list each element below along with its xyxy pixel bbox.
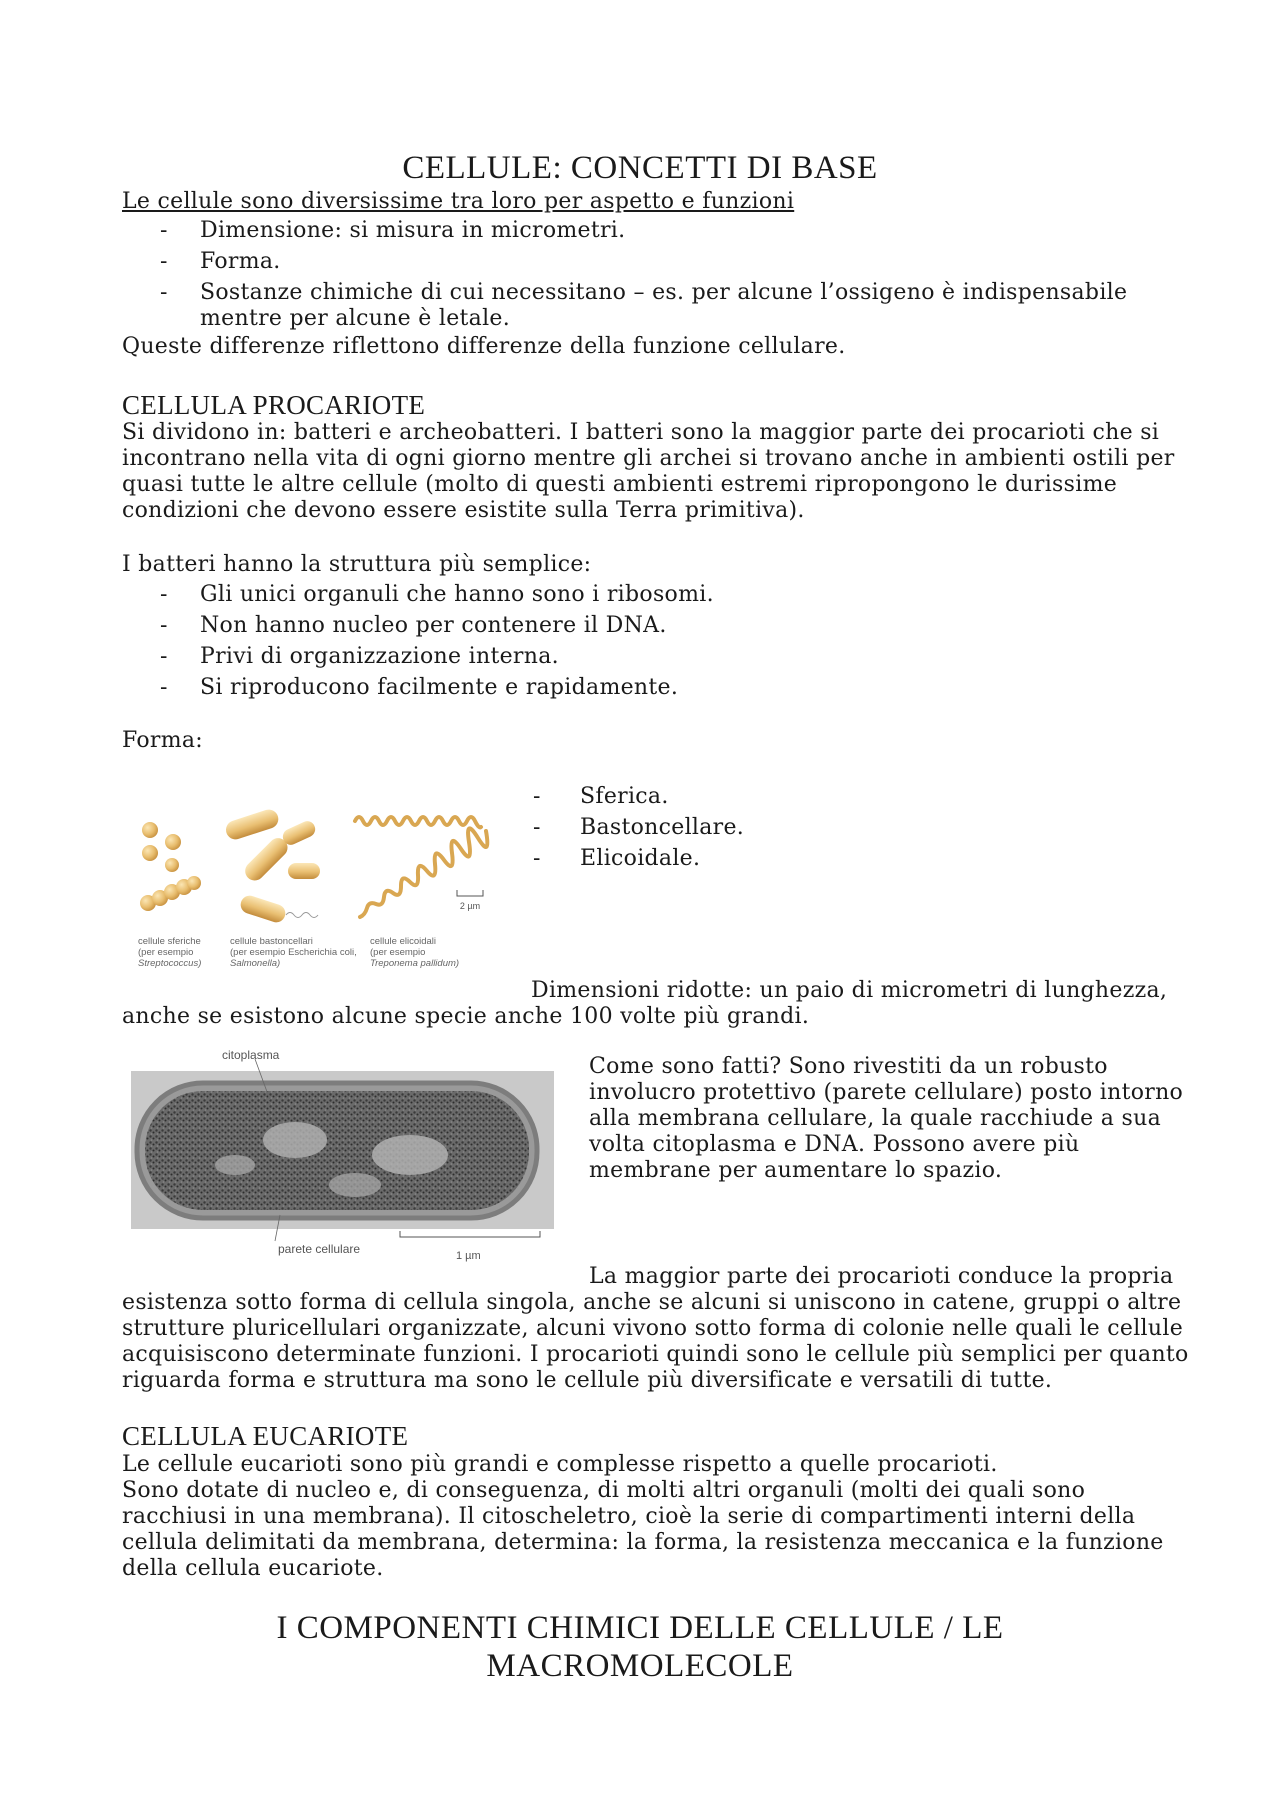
spherical-cells xyxy=(140,822,201,911)
structure-line: involucro protettivo (parete cellulare) posto intorno xyxy=(589,1080,1184,1105)
intro-conclusion: Queste differenze riflettono differenze della funzione cellulare. xyxy=(122,334,846,359)
caption-line: (per esempio xyxy=(370,947,426,958)
scale-label: 1 µm xyxy=(456,1250,481,1262)
section-title-line: I COMPONENTI CHIMICI DELLE CELLULE / LE xyxy=(276,1610,1004,1646)
figure-caption-spiral xyxy=(370,936,459,969)
structure-bullet: Non hanno nucleo per contenere il DNA. xyxy=(200,613,667,638)
eukaryote-line: Le cellule eucarioti sono più grandi e complesse rispetto a quelle procarioti. xyxy=(122,1452,998,1477)
caption-line: Streptococcus) xyxy=(138,958,202,969)
bullet-dash: - xyxy=(160,218,168,243)
label-cell-wall: parete cellulare xyxy=(278,1242,361,1256)
existence-line: La maggior parte dei procarioti conduce la propria xyxy=(589,1264,1174,1289)
paragraph-line: Si dividono in: batteri e archeobatteri. I batteri sono la maggior parte dei procarioti che si xyxy=(122,420,1160,445)
intro-bullet: Dimensione: si misura in micrometri. xyxy=(200,218,626,243)
intro-underlined: Le cellule sono diversissime tra loro per aspetto e funzioni xyxy=(122,189,795,214)
eukaryote-line: cellula delimitati da membrana, determina: la forma, la resistenza meccanica e la funzione xyxy=(122,1530,1164,1555)
figure-caption-rod xyxy=(230,936,357,969)
paragraph-line: incontrano nella vita di ogni giorno mentre gli archei si trovano anche in ambienti ostili per xyxy=(122,446,1175,471)
bullet-dash: - xyxy=(160,644,168,669)
caption-line: cellule elicoidali xyxy=(370,936,437,947)
structure-line: volta citoplasma e DNA. Possono avere più xyxy=(589,1132,1080,1157)
forma-label: Forma: xyxy=(122,728,204,753)
label-cytoplasm: citoplasma xyxy=(222,1048,280,1062)
bullet-dash: - xyxy=(533,846,541,871)
structure-line: membrane per aumentare lo spazio. xyxy=(589,1158,1003,1183)
caption-line: Treponema pallidum) xyxy=(370,958,460,969)
eukaryote-line: della cellula eucariote. xyxy=(122,1556,384,1581)
scale-bar xyxy=(400,1231,540,1237)
structure-bullet: Privi di organizzazione interna. xyxy=(200,644,559,669)
intro-bullet: Forma. xyxy=(200,249,281,274)
bullet-dash: - xyxy=(160,249,168,274)
paragraph-line: quasi tutte le altre cellule (molto di questi ambienti estremi ripropongono le durissime xyxy=(122,472,1118,497)
eukaryote-line: Sono dotate di nucleo e, di conseguenza, di molti altri organuli (molti dei quali sono xyxy=(122,1478,1086,1503)
structure-bullet: Gli unici organuli che hanno sono i ribosomi. xyxy=(200,582,714,607)
existence-line: riguarda forma e struttura ma sono le cellule più diversificate e versatili di tutte. xyxy=(122,1368,1053,1393)
existence-line: strutture pluricellulari organizzate, alcuni vivono sotto forma di colonie nelle quali le cellule xyxy=(122,1316,1184,1341)
eukaryote-line: racchiusi in una membrana). Il citoscheletro, cioè la serie di compartimenti interni della xyxy=(122,1504,1136,1529)
structure-bullet: Si riproducono facilmente e rapidamente. xyxy=(200,675,679,700)
bullet-dash: - xyxy=(160,582,168,607)
caption-line: (per esempio Escherichia coli, xyxy=(230,947,357,958)
existence-line: acquisiscono determinate funzioni. I procarioti quindi sono le cellule più semplici per quanto xyxy=(122,1342,1189,1367)
shape-item: Bastoncellare. xyxy=(580,815,745,840)
section-heading-prokaryote: CELLULA PROCARIOTE xyxy=(122,390,426,420)
intro-bullet-continuation: mentre per alcune è letale. xyxy=(200,306,511,331)
paragraph-line: condizioni che devono essere esistite sulla Terra primitiva). xyxy=(122,498,805,523)
scale-bar xyxy=(457,890,483,911)
existence-line: esistenza sotto forma di cellula singola, anche se alcuni si uniscono in catene, gruppi o altre xyxy=(122,1290,1182,1315)
dimensions-line: Dimensioni ridotte: un paio di micrometri di lunghezza, xyxy=(531,978,1168,1003)
bullet-dash: - xyxy=(160,613,168,638)
structure-line: alla membrana cellulare, la quale racchiude a sua xyxy=(589,1106,1161,1131)
micrograph-figure xyxy=(125,1045,565,1265)
page-title: CELLULE: CONCETTI DI BASE xyxy=(402,150,878,186)
caption-line: (per esempio xyxy=(138,947,194,958)
shape-item: Elicoidale. xyxy=(580,846,701,871)
scale-label: 2 µm xyxy=(459,901,481,911)
caption-line: cellule bastoncellari xyxy=(230,936,313,947)
structure-line: Come sono fatti? Sono rivestiti da un robusto xyxy=(589,1054,1108,1079)
figure-caption-spherical xyxy=(138,936,201,969)
section-heading-eukaryote: CELLULA EUCARIOTE xyxy=(122,1421,409,1451)
shape-item: Sferica. xyxy=(580,784,669,809)
bullet-dash: - xyxy=(160,675,168,700)
section-title-line: MACROMOLECOLE xyxy=(486,1648,794,1684)
intro-bullet: Sostanze chimiche di cui necessitano – es. per alcune l’ossigeno è indispensabile xyxy=(200,280,1128,305)
caption-line: Salmonella) xyxy=(230,958,281,969)
bullet-dash: - xyxy=(160,280,168,305)
structure-intro: I batteri hanno la struttura più semplice: xyxy=(122,552,592,577)
rod-cells xyxy=(224,807,320,925)
bullet-dash: - xyxy=(533,815,541,840)
dimensions-line: anche se esistono alcune specie anche 100 volte più grandi. xyxy=(122,1004,810,1029)
caption-line: cellule sferiche xyxy=(138,936,201,947)
bullet-dash: - xyxy=(533,784,541,809)
